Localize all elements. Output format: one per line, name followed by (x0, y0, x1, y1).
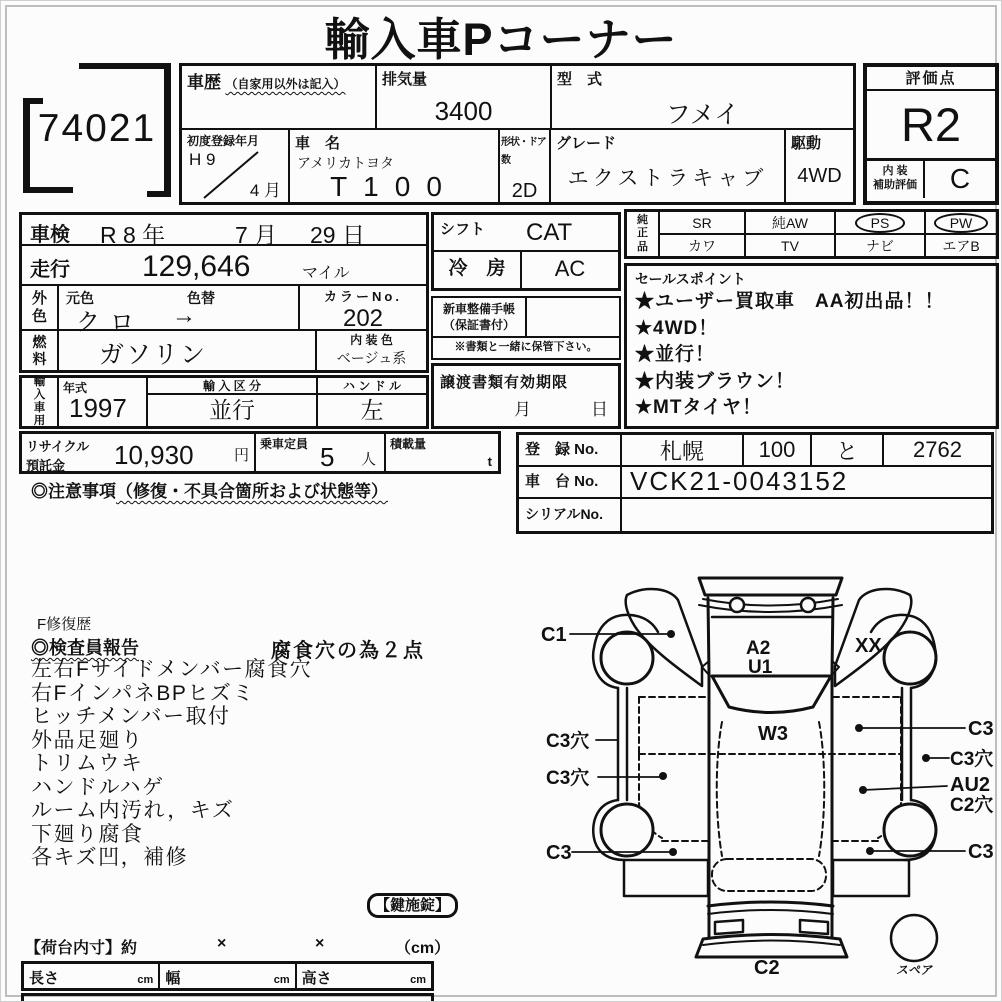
maintenance-book-label: 新車整備手帳 （保証書付） (433, 298, 527, 336)
first-registration-era: H 9 (189, 150, 216, 169)
width-unit: cm (273, 974, 290, 986)
key-lock-badge: 【鍵施錠】 (367, 893, 458, 918)
report-item: ハンドルハゲ (31, 775, 165, 799)
label-c3-hole: C3穴 (950, 749, 994, 770)
model-year-cell (59, 378, 146, 426)
shift-label: シフト (440, 221, 486, 238)
report-item: 下廻り腐食 (31, 822, 144, 846)
sales-point-item: ★並行！ (635, 344, 716, 365)
color-no-label: カラーNo. (324, 289, 402, 304)
height-unit: cm (410, 974, 426, 986)
rating-score: R2 (867, 91, 995, 161)
chassis-number-row (519, 467, 991, 499)
equipment-airbag: エアB (942, 237, 980, 254)
label-au2: AU2 (950, 774, 991, 796)
caution-label: ◎注意事項 (31, 482, 116, 501)
registration-number: 2762 (882, 435, 991, 465)
fuel-value-cell (59, 331, 315, 370)
import-table (19, 375, 429, 429)
equipment-label-cell (627, 212, 660, 256)
registration-number-label: 登 録 No. (519, 435, 622, 465)
inspector-report-note: 腐食穴の為２点 (271, 640, 425, 662)
spare-tire (891, 915, 937, 961)
handle-cell (316, 378, 426, 426)
shift-box (431, 212, 621, 291)
shaken-label: 車検 (30, 224, 70, 246)
mileage-value: 129,646 (142, 250, 251, 283)
maintenance-book-value (527, 298, 619, 336)
mileage-unit: マイル (302, 265, 350, 282)
equipment-ps (836, 212, 926, 235)
label-c1: C1 (541, 624, 567, 646)
repair-history-label: F修復歴 (37, 616, 92, 633)
capacity-value: 5 (320, 442, 335, 472)
label-spare: スペア (895, 963, 933, 977)
label-w3: W3 (758, 723, 788, 745)
label-c2-hole: C2穴 (950, 795, 994, 816)
height-label: 高さ (301, 970, 332, 987)
inspector-report-title-row (31, 634, 471, 662)
label-xx: XX (855, 635, 882, 657)
load-capacity-label: 積載量 (390, 437, 427, 451)
equipment-sr: SR (660, 212, 746, 235)
report-item: 各キズ凹，補修 (31, 846, 189, 869)
grade-label: グレード (556, 135, 617, 152)
shaken-month: 7 月 (235, 222, 278, 248)
page-title: 輸入車Pコーナー (324, 14, 678, 65)
caution-detail: （修復・不具合箇所および状態等） (116, 482, 388, 501)
exterior-color-row (22, 286, 426, 336)
interior-rating-score: C (949, 163, 971, 194)
ac-row (434, 252, 618, 288)
length-cell (24, 964, 160, 988)
vehicle-info-table (179, 63, 856, 205)
exterior-color-label: 外色 (31, 290, 47, 325)
sales-points-title: セールスポイント (635, 271, 746, 287)
keep-with-documents-note: ※書類と一緒に保管下さい。 (454, 341, 598, 353)
base-color-value: クロ (76, 309, 144, 336)
handle-value: 左 (360, 397, 384, 423)
report-item: トリムウキ (31, 752, 144, 775)
serial-number-row (519, 499, 991, 531)
rating-header: 評価点 (867, 67, 995, 91)
drive-cell (786, 130, 853, 205)
transfer-month: 月 (514, 400, 531, 419)
chassis-number-label: 車 台 No. (519, 467, 622, 497)
inspector-report (31, 613, 471, 870)
width-cell (160, 964, 296, 988)
load-capacity-cell (386, 434, 498, 471)
history-cell (182, 66, 377, 128)
equipment-aw: 純AW (746, 212, 836, 235)
color-no-value: 202 (342, 305, 384, 332)
registration-area: 札幌 (659, 438, 704, 464)
model-code-value: フメイ (665, 101, 740, 129)
label-c3-hole: C3穴 (546, 768, 590, 789)
inspector-report-title: ◎検査員報告 (31, 638, 139, 658)
shift-row (434, 215, 618, 252)
first-registration-label: 初度登録年月 (187, 134, 260, 148)
color-values-cell (59, 286, 298, 336)
times-sign: × (217, 935, 227, 952)
registration-number-row (519, 435, 991, 467)
first-registration-cell (182, 130, 290, 205)
report-item: 右FインパネBPヒズミ (31, 681, 255, 705)
bed-dimensions-label: 【荷台内寸】約 (25, 940, 138, 957)
label-c3: C3 (546, 842, 572, 864)
model-code-cell (552, 66, 853, 128)
drive-label: 駆動 (791, 135, 822, 152)
pw-circled: PW (934, 213, 989, 233)
history-note: （自家用以外は記入） (225, 77, 346, 91)
base-color-label: 元色 (66, 290, 94, 306)
bed-dimensions-table-partial-row (21, 993, 434, 1002)
first-registration-month: 4 月 (249, 181, 281, 200)
interior-color-label: 内 装 色 (350, 333, 393, 347)
report-item: ヒッチメンバー取付 (31, 705, 231, 728)
vehicle-info-row-1 (182, 66, 853, 130)
equipment-label: 純正品 (637, 214, 648, 253)
shaken-era: R 8 年 (100, 222, 166, 248)
recolor-value: → (172, 302, 196, 329)
equipment-pw (926, 212, 996, 235)
label-c3: C3 (968, 718, 994, 740)
sales-point-item: ★4WD！ (635, 317, 719, 339)
sales-point-item: ★ユーザー買取車 AA初出品！！ (635, 291, 945, 312)
detail-table (19, 212, 429, 373)
shape-doors-value: 2D (511, 180, 538, 202)
history-label: 車歴 (187, 73, 221, 92)
displacement-label: 排気量 (382, 71, 428, 88)
fuel-label: 燃料 (32, 334, 47, 367)
label-c3-hole: C3穴 (546, 731, 590, 752)
label-c3: C3 (968, 841, 994, 863)
lot-number: 74021 (37, 107, 157, 150)
rating-box (863, 63, 999, 205)
equipment-cells (660, 212, 996, 256)
label-u1: U1 (748, 657, 773, 678)
mileage-row (22, 246, 426, 286)
label-a2: A2 (746, 638, 771, 659)
report-item: 左右Fサイドメンバー腐食穴 (31, 658, 313, 681)
equipment-navi: ナビ (836, 235, 926, 256)
car-name-value: T100 (330, 171, 458, 202)
color-no-cell (298, 286, 426, 332)
interior-rating-row (867, 161, 995, 198)
model-year-value: 1997 (69, 393, 127, 423)
import-class-cell (146, 378, 316, 426)
caution-note (31, 477, 388, 502)
chassis-number-value: VCK21-0043152 (630, 466, 849, 496)
sales-point-item: ★MTタイヤ！ (635, 397, 763, 418)
grade-cell (551, 130, 786, 205)
lot-number-box (23, 61, 171, 197)
displacement-cell (377, 66, 552, 128)
length-unit: cm (137, 974, 154, 986)
grade-value: エクストラキャブ (567, 167, 768, 190)
car-maker: アメリカトヨタ (297, 155, 395, 171)
fuel-row (22, 331, 426, 370)
capacity-unit: 人 (360, 451, 376, 468)
report-item: 外品足廻り (31, 728, 144, 752)
displacement-value: 3400 (434, 96, 493, 126)
recycle-unit: 円 (233, 447, 249, 464)
serial-number-label: シリアルNo. (519, 499, 622, 531)
bed-unit: （cm） (395, 940, 451, 957)
interior-color-value: ベージュ系 (336, 350, 407, 366)
fuel-value: ガソリン (99, 341, 208, 369)
import-label: 輸入車用 (33, 375, 46, 428)
model-year-label: 年式 (63, 381, 88, 395)
bed-dimensions-table (21, 961, 434, 991)
ps-circled: PS (855, 213, 906, 233)
transfer-docs-label: 譲渡書類有効期限 (440, 374, 569, 391)
shaken-row (22, 215, 426, 246)
shift-value: CAT (526, 219, 573, 246)
height-cell (297, 964, 431, 988)
registration-class: 100 (742, 435, 810, 465)
length-label: 長さ (29, 970, 60, 987)
recycle-deposit-cell (22, 434, 256, 471)
shaken-day: 29 日 (310, 222, 365, 248)
vehicle-info-row-2 (182, 130, 853, 205)
serial-number-value (622, 499, 991, 531)
capacity-cell (256, 434, 386, 471)
fuel-label-cell (22, 331, 59, 370)
drive-value: 4WD (797, 165, 842, 187)
import-label-cell (22, 375, 59, 428)
interior-rating-label: 内 装 補助評価 (867, 161, 925, 198)
equipment-tv: TV (746, 235, 836, 256)
equipment-kawa: カワ (660, 235, 746, 256)
sales-point-item: ★内装ブラウン！ (635, 370, 796, 392)
report-item: ルーム内汚れ，キズ (31, 799, 235, 822)
import-class-label: 輸 入 区 分 (148, 378, 316, 395)
label-c2: C2 (754, 957, 780, 979)
import-class-value: 並行 (209, 397, 255, 423)
equipment-grid (624, 209, 999, 259)
registration-box (516, 432, 994, 534)
damage-diagram (506, 554, 1002, 1002)
shape-doors-label: 形状・ドア数 (501, 137, 546, 166)
recycle-row (19, 431, 501, 474)
shape-doors-cell (500, 130, 551, 205)
recycle-label: リサイクル 預託金 (26, 439, 90, 473)
recolor-label: 色替 (187, 290, 215, 306)
mileage-label: 走行 (30, 259, 70, 281)
registration-kana: と (810, 435, 882, 465)
model-code-label: 型 式 (557, 71, 603, 88)
interior-color-cell (315, 331, 426, 370)
maintenance-book-row (433, 298, 619, 338)
load-capacity-unit: t (487, 454, 492, 469)
recycle-value: 10,930 (114, 440, 194, 470)
exterior-color-label-cell (22, 286, 59, 329)
bed-dimensions-line (25, 935, 465, 955)
maintenance-book-box (431, 296, 621, 360)
ac-value: AC (554, 256, 586, 281)
width-label: 幅 (165, 970, 181, 987)
ac-label: 冷 房 (434, 252, 522, 288)
car-name-cell (290, 130, 500, 205)
transfer-docs-box (431, 363, 621, 429)
capacity-label: 乗車定員 (260, 437, 309, 451)
sales-points-box (624, 263, 999, 429)
handle-label: ハ ン ド ル (318, 378, 426, 395)
times-sign: × (315, 935, 325, 952)
transfer-day: 日 (591, 400, 608, 419)
car-name-label: 車 名 (295, 135, 341, 152)
